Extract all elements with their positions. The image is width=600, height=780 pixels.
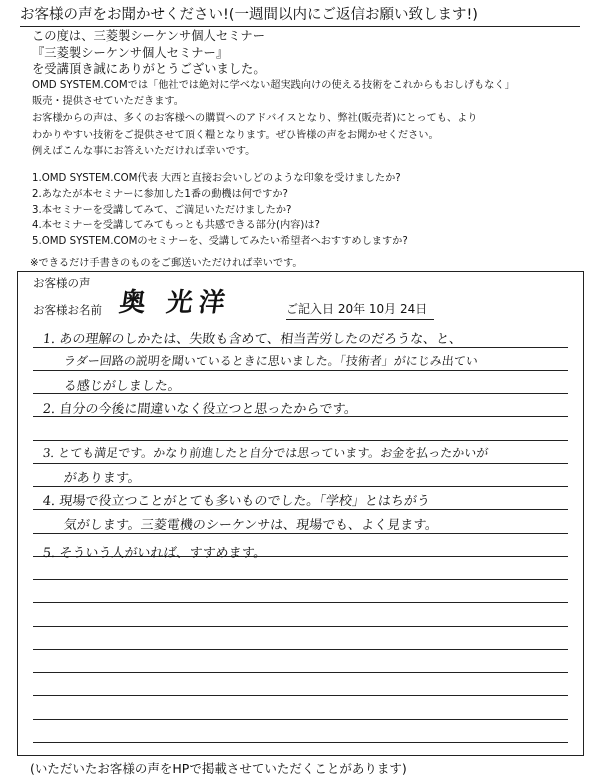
page-title: お客様の声をお聞かせください!(一週間以内にご返信お願い致します!) — [20, 7, 478, 23]
answer-line: 4. 現場で役立つことがとても多いものでした。「学校」とはちがう — [42, 494, 431, 509]
intro-line: この度は、三菱製シーケンサ個人セミナー — [32, 29, 266, 43]
answer-line: る感じがしました。 — [63, 379, 182, 394]
ruled-line — [33, 719, 568, 720]
intro-line: 例えばこんな事にお答えいただければ幸いです。 — [32, 146, 256, 158]
form-title: お客様の声 — [33, 276, 91, 290]
answer-line: 気がします。三菱電機のシーケンサは、現場でも、よく見ます。 — [63, 518, 439, 533]
intro-text — [32, 28, 592, 161]
ruled-line — [33, 440, 568, 441]
answer-line: があります。 — [63, 471, 142, 486]
intro-line: OMD SYSTEM.COMでは「他社では絶対に学べない超実践向けの使える技術をこれからもおしげもなく」 — [32, 79, 515, 91]
date-entry: ご記入日 20年 10月 24日 — [286, 302, 428, 316]
intro-line: 販売・提供させていただきます。 — [32, 96, 184, 108]
date-underline — [286, 319, 434, 320]
answer-line: 3. とても満足です。かなり前進したと自分では思っています。お金を払ったかいが — [42, 446, 490, 460]
ruled-line — [33, 370, 568, 371]
page-heading — [20, 6, 580, 25]
ruled-line — [33, 486, 568, 487]
answer-line: 5. そういう人がいれば、すすめます。 — [42, 546, 268, 561]
ruled-line — [33, 509, 568, 510]
question-item: 2.あなたが本セミナーに参加した1番の動機は何ですか? — [32, 188, 288, 200]
question-list — [32, 171, 592, 250]
intro-line: わかりやすい技術をご提供させて頂く糧となります。ぜひ皆様の声をお聞かせください。 — [32, 129, 439, 141]
answer-line: 2. 自分の今後に間違いなく役立つと思ったからです。 — [42, 402, 358, 417]
intro-line: を受講頂き誠にありがとうございました。 — [32, 62, 266, 77]
ruled-line — [33, 463, 568, 464]
intro-line: 『三菱製シーケンサ個人セミナー』 — [32, 45, 229, 60]
ruled-line — [33, 347, 568, 348]
name-label: お客様お名前 — [33, 303, 102, 317]
feedback-form-box — [17, 271, 584, 756]
question-item: 4.本セミナーを受講してみてもっとも共感できる部分(内容)は? — [32, 220, 320, 232]
ruled-line — [33, 649, 568, 650]
handwriting-note: ※できるだけ手書きのものをご郵送いただければ幸いです。 — [30, 258, 303, 269]
answer-line: 1. あの理解のしかたは、失敗も含めて、相当苦労したのだろうな、と、 — [42, 332, 463, 347]
ruled-line — [33, 533, 568, 534]
ruled-line — [33, 626, 568, 627]
ruled-line — [33, 695, 568, 696]
customer-name: 奥 光洋 — [117, 288, 233, 318]
intro-line: お客様からの声は、多くのお客様への購買へのアドバイスとなり、弊社(販売者)にとっても、より — [32, 112, 478, 124]
ruled-line — [33, 742, 568, 743]
footer-note: (いただいたお客様の声をHPで掲載させていただくことがあります) — [30, 761, 407, 776]
heading-underline — [20, 26, 580, 27]
answer-line: ラダー回路の説明を聞いているときに思いました。「技術者」がにじみ出てい — [63, 354, 479, 368]
ruled-line — [33, 602, 568, 603]
question-item: 3.本セミナーを受講してみて、ご満足いただけましたか? — [32, 204, 292, 216]
question-item: 5.OMD SYSTEM.COMのセミナーを、受講してみたい希望者へおすすめしますか? — [32, 236, 408, 248]
question-item: 1.OMD SYSTEM.COM代表 大西と直接お会いしどのような印象を受けましたか? — [32, 173, 401, 184]
ruled-line — [33, 579, 568, 580]
ruled-line — [33, 672, 568, 673]
